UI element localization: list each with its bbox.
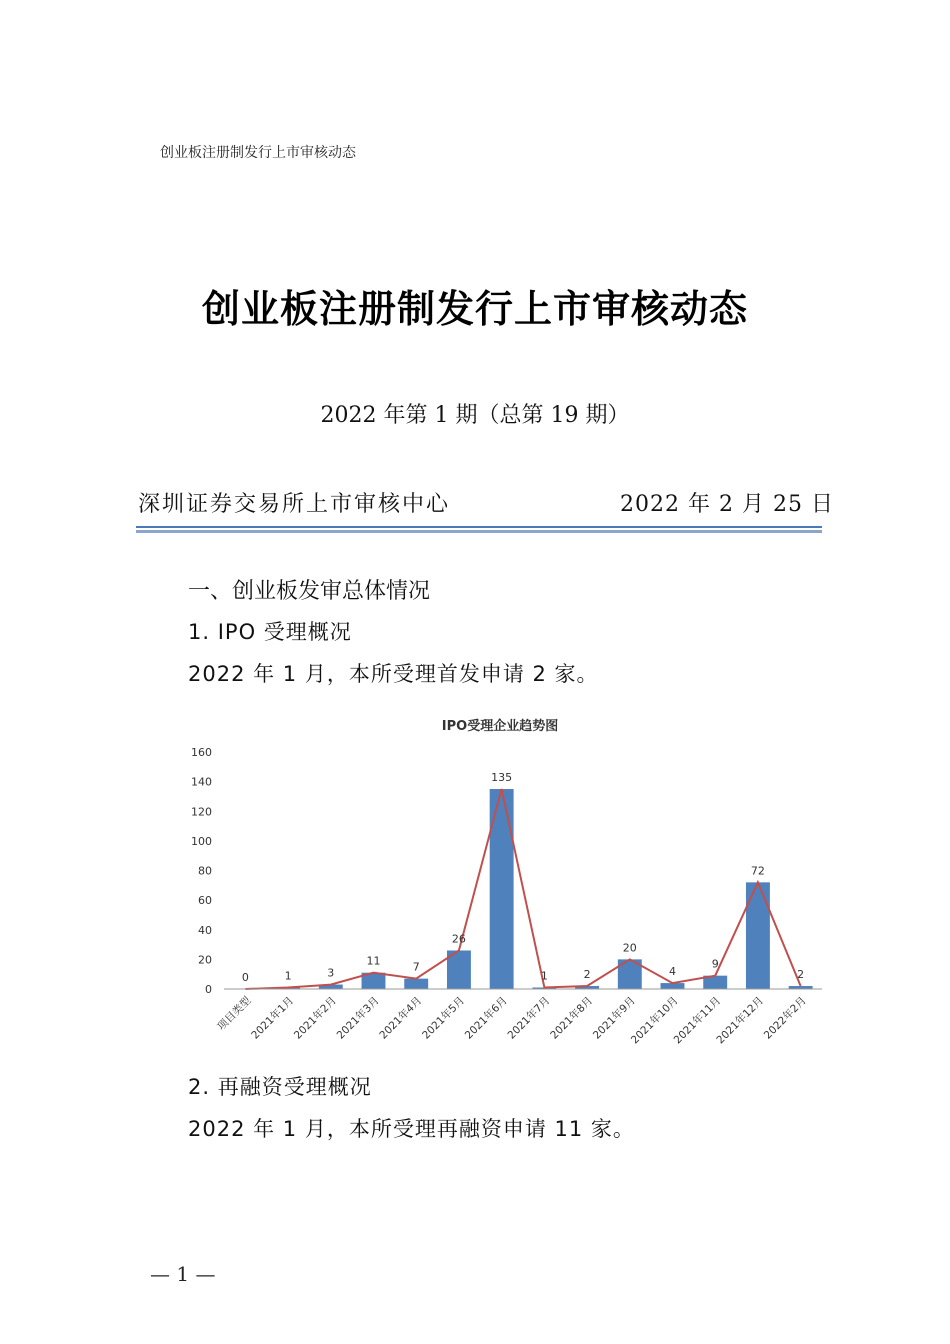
x-tick-label: 2021年2月 xyxy=(291,994,339,1042)
y-tick-label: 120 xyxy=(191,805,212,819)
header-divider-bottom xyxy=(136,530,822,533)
x-tick-label: 2021年1月 xyxy=(249,994,297,1042)
x-tick-label: 2021年10月 xyxy=(628,994,681,1047)
running-header: 创业板注册制发行上市审核动态 xyxy=(160,145,356,161)
data-labels xyxy=(242,771,804,984)
paragraph-refinancing: 2022 年 1 月，本所受理再融资申请 11 家。 xyxy=(188,1117,635,1141)
data-label: 4 xyxy=(669,965,676,979)
x-tick-label: 2021年4月 xyxy=(377,994,425,1042)
ipo-trend-chart xyxy=(180,708,840,1068)
y-tick-label: 160 xyxy=(191,746,212,759)
data-label: 20 xyxy=(622,941,637,955)
header-divider-top xyxy=(136,526,822,528)
y-tick-label: 0 xyxy=(205,983,212,996)
page-number: — 1 — xyxy=(150,1262,216,1286)
document-title: 创业板注册制发行上市审核动态 xyxy=(201,287,748,331)
x-tick-label: 2021年7月 xyxy=(505,994,553,1042)
y-tick-label: 60 xyxy=(198,894,212,908)
y-tick-label: 20 xyxy=(198,953,212,967)
bar xyxy=(404,979,428,989)
x-tick-label: 2021年11月 xyxy=(671,994,724,1047)
data-label: 7 xyxy=(412,960,420,974)
chart-title: IPO受理企业趋势图 xyxy=(441,719,559,734)
data-label: 2 xyxy=(797,968,805,982)
issue-number: 2022 年第 1 期（总第 19 期） xyxy=(320,403,630,428)
y-tick-label: 40 xyxy=(198,923,212,937)
data-label: 135 xyxy=(491,771,513,785)
data-label: 0 xyxy=(241,971,249,984)
publish-date: 2022 年 2 月 25 日 xyxy=(620,492,834,517)
x-tick-label: 2021年8月 xyxy=(548,994,596,1042)
x-tick-label: 2022年2月 xyxy=(761,994,809,1042)
paragraph-ipo: 2022 年 1 月，本所受理首发申请 2 家。 xyxy=(188,662,599,686)
data-label: 1 xyxy=(284,969,292,983)
data-label: 3 xyxy=(327,966,335,980)
data-label: 2 xyxy=(583,968,591,982)
data-label: 11 xyxy=(366,954,381,968)
data-label: 9 xyxy=(711,957,719,971)
y-tick-label: 80 xyxy=(198,864,212,878)
data-label: 26 xyxy=(451,932,466,946)
x-axis xyxy=(215,989,822,1046)
bars xyxy=(276,789,812,989)
y-tick-label: 140 xyxy=(191,775,212,789)
y-axis xyxy=(191,746,212,996)
x-tick-label: 2021年9月 xyxy=(590,994,638,1042)
subsection-heading-ipo: 1. IPO 受理概况 xyxy=(188,620,352,644)
x-tick-label: 2021年5月 xyxy=(420,994,468,1042)
data-label: 1 xyxy=(540,969,548,983)
y-tick-label: 100 xyxy=(191,834,212,848)
organization: 深圳证券交易所上市审核中心 xyxy=(138,492,451,517)
section-heading: 一、创业板发审总体情况 xyxy=(188,579,431,604)
x-tick-label: 2021年6月 xyxy=(462,994,510,1042)
x-tick-label: 2021年12月 xyxy=(714,994,767,1047)
subsection-heading-refinancing: 2. 再融资受理概况 xyxy=(188,1075,372,1099)
data-label: 72 xyxy=(750,864,765,878)
x-tick-label: 2021年3月 xyxy=(334,994,382,1042)
x-tick-label: 项目类型 xyxy=(215,994,254,1033)
